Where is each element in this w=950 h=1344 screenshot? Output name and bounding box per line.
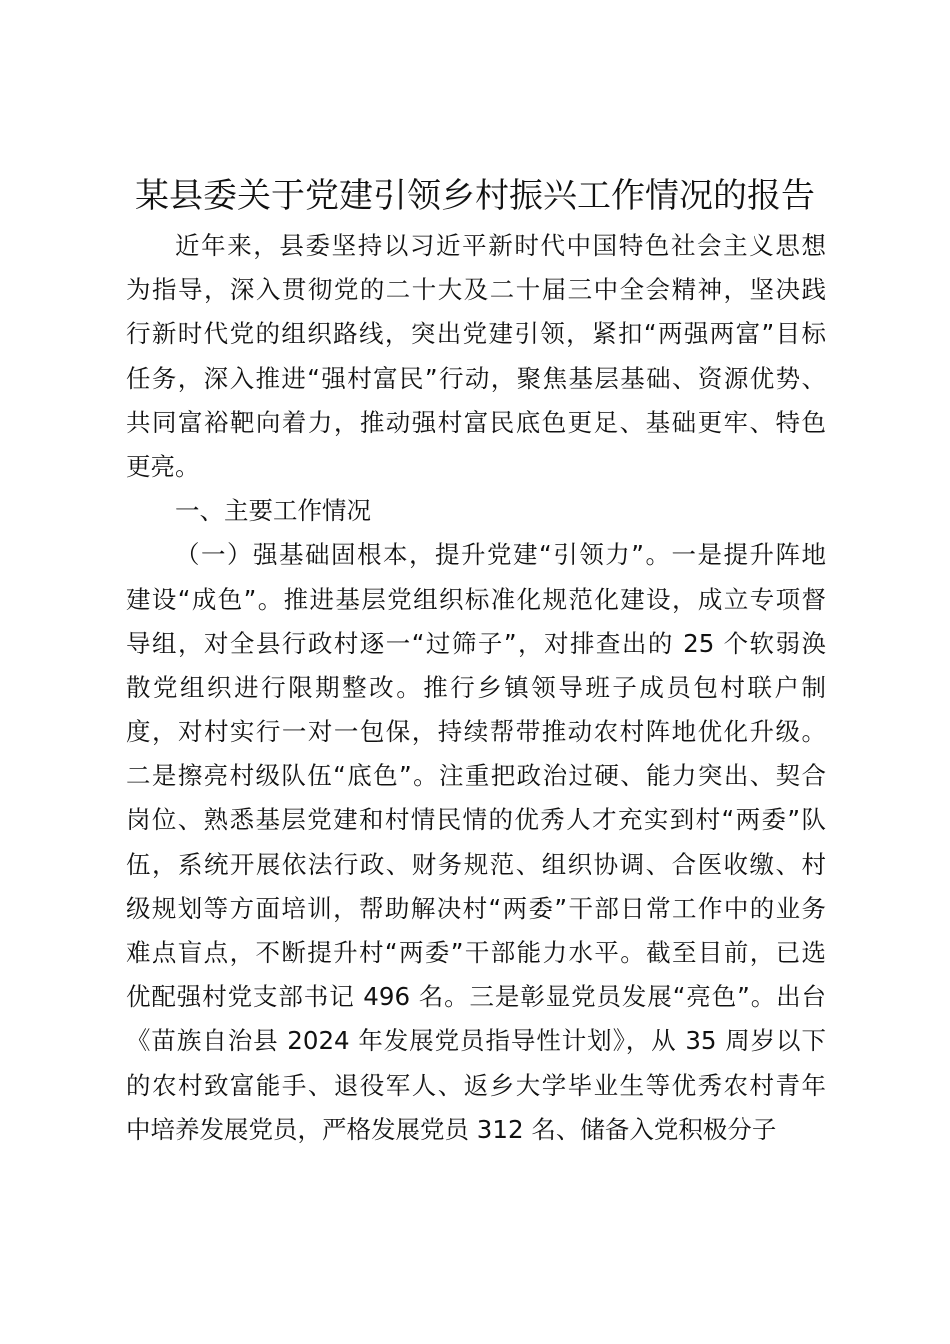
paragraph-line: 近年来，县委坚持以习近平新时代中国特色社会主义思想 (175, 231, 826, 260)
paragraph-line: 更亮。 (126, 451, 200, 481)
paragraph-line: 为指导，深入贯彻党的二十大及二十届三中全会精神，坚决践 (126, 275, 826, 305)
paragraph-line: 二是擦亮村级队伍“底色”。注重把政治过硬、能力突出、契合 (126, 761, 826, 791)
paragraph-line: 建设“成色”。推进基层党组织标准化规范化建设，成立专项督 (126, 584, 826, 614)
page-title: 某县委关于党建引领乡村振兴工作情况的报告 (135, 176, 815, 216)
paragraph-line: 度，对村实行一对一包保，持续帮带推动农村阵地优化升级。 (126, 717, 826, 747)
paragraph-line: 优配强村党支部书记 496 名。三是彰显党员发展“亮色”。出台 (126, 982, 826, 1012)
report-body (126, 224, 826, 1152)
paragraph-line: 散党组织进行限期整改。推行乡镇领导班子成员包村联户制 (126, 672, 826, 702)
paragraph-line: 级规划等方面培训，帮助解决村“两委”干部日常工作中的业务 (126, 893, 826, 923)
paragraph-line: （一）强基础固根本，提升党建“引领力”。一是提升阵地 (175, 540, 826, 570)
paragraph-line: 导组，对全县行政村逐一“过筛子”，对排查出的 25 个软弱涣 (126, 628, 826, 658)
paragraph-line: 伍，系统开展依法行政、财务规范、组织协调、合医收缴、村 (126, 849, 826, 879)
paragraph-line: 中培养发展党员，严格发展党员 312 名、储备入党积极分子 (126, 1114, 777, 1144)
paragraph-line: 任务，深入推进“强村富民”行动，聚焦基层基础、资源优势、 (126, 363, 826, 393)
paragraph-line: 行新时代党的组织路线，突出党建引领，紧扣“两强两富”目标 (126, 319, 826, 349)
paragraph-line: 难点盲点，不断提升村“两委”干部能力水平。截至目前，已选 (126, 938, 826, 967)
paragraph-line: 《苗族自治县 2024 年发展党员指导性计划》，从 35 周岁以下 (126, 1026, 826, 1056)
paragraph-line: 岗位、熟悉基层党建和村情民情的优秀人才充实到村“两委”队 (126, 805, 826, 835)
paragraph-line: 共同富裕靶向着力，推动强村富民底色更足、基础更牢、特色 (126, 407, 826, 437)
section-heading: 一、主要工作情况 (175, 496, 371, 526)
paragraph-line: 的农村致富能手、退役军人、返乡大学毕业生等优秀农村青年 (126, 1070, 826, 1100)
